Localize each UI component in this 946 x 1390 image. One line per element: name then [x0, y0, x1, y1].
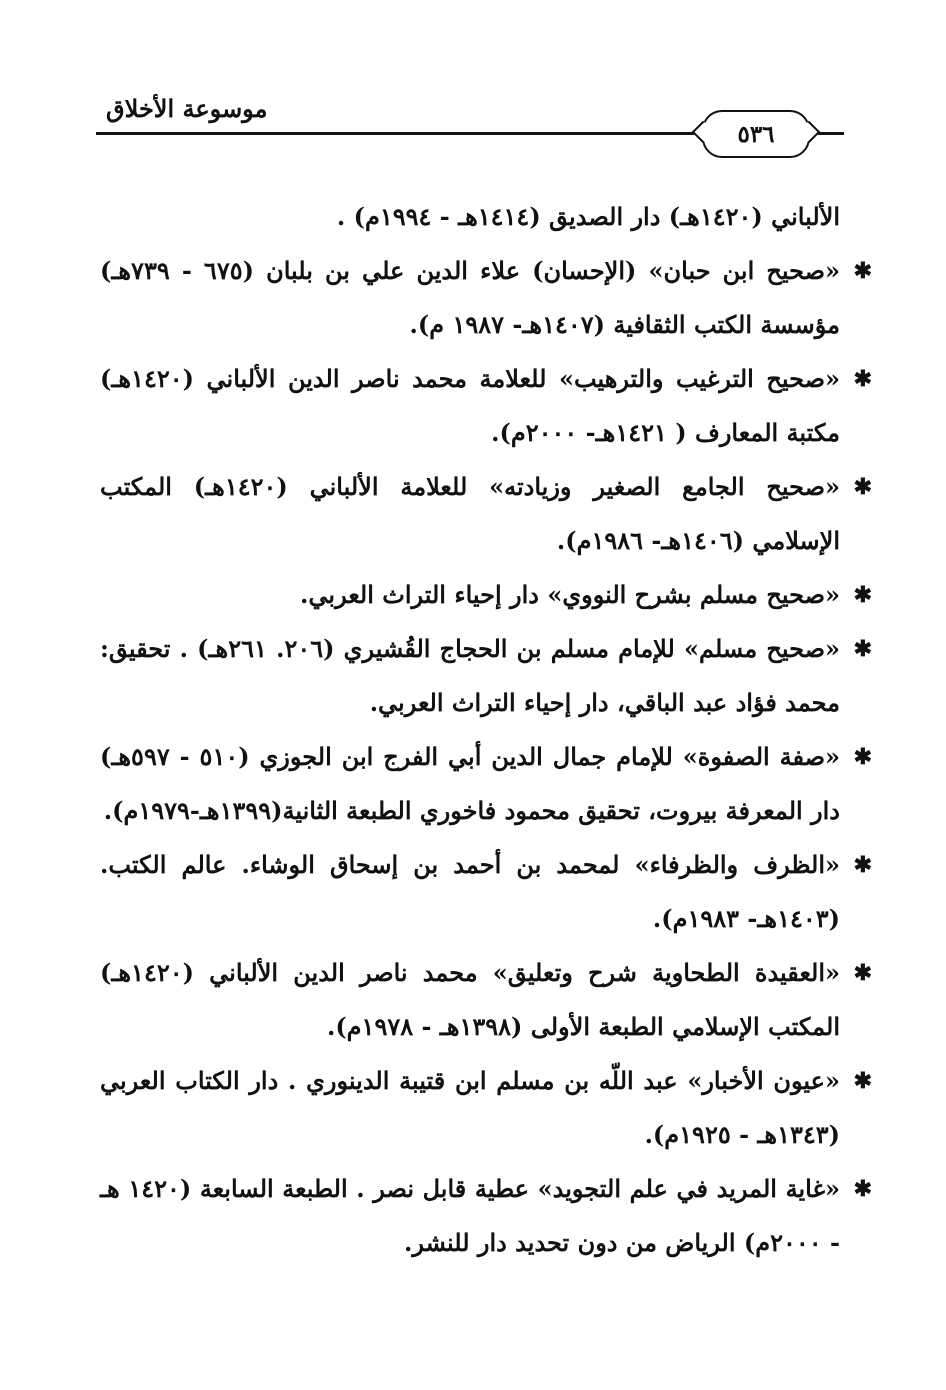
bibliography-entry-continuation	[100, 190, 870, 244]
star-bullet-icon: ✱	[853, 1068, 872, 1094]
bibliography-list	[100, 190, 870, 1270]
bibliography-entry	[100, 244, 870, 352]
bibliography-entry	[100, 1162, 870, 1270]
entry-text: «صفة الصفوة» للإمام جمال الدين أبي الفرج ابن الجوزي (٥١٠ - ٥٩٧هـ) دار المعرفة بيروت، تحقيق محمود فاخوري الطبعة الثانية(١٣٩٩هـ-١٩٧٩م).	[100, 742, 840, 825]
entry-text: «صحيح الترغيب والترهيب» للعلامة محمد ناصر الدين الألباني (١٤٢٠هـ) مكتبة المعارف ( ١٤٢١هـ- ٢٠٠٠م).	[100, 364, 840, 447]
entry-text: «صحيح مسلم بشرح النووي» دار إحياء التراث العربي.	[300, 580, 840, 609]
bibliography-entry	[100, 622, 870, 730]
star-bullet-icon: ✱	[853, 852, 872, 878]
entry-text: «الظرف والظرفاء» لمحمد بن أحمد بن إسحاق الوشاء. عالم الكتب. (١٤٠٣هـ- ١٩٨٣م).	[100, 850, 840, 933]
bibliography-entry	[100, 946, 870, 1054]
star-bullet-icon: ✱	[853, 474, 872, 500]
entry-text: «غاية المريد في علم التجويد» عطية قابل نصر . الطبعة السابعة (١٤٢٠ هـ - ٢٠٠٠م) الرياض من دون تحديد دار للنشر.	[100, 1174, 840, 1257]
entry-text: الألباني (١٤٢٠هـ) دار الصديق (١٤١٤هـ - ١٩٩٤م) .	[336, 202, 840, 231]
running-title: موسوعة الأخلاق	[100, 94, 273, 123]
entry-text: «عيون الأخبار» عبد اللّه بن مسلم ابن قتيبة الدينوري . دار الكتاب العربي (١٣٤٣هـ - ١٩٢٥م).	[100, 1066, 840, 1149]
entry-text: «العقيدة الطحاوية شرح وتعليق» محمد ناصر الدين الألباني (١٤٢٠هـ) المكتب الإسلامي الطبعة الأولى (١٣٩٨هـ - ١٩٧٨م).	[100, 958, 840, 1041]
entry-text: «صحيح ابن حبان» (الإحسان) علاء الدين علي بن بلبان (٦٧٥ - ٧٣٩هـ) مؤسسة الكتب الثقافية (١٤٠٧هـ- ١٩٨٧ م).	[100, 256, 840, 339]
entry-text: «صحيح مسلم» للإمام مسلم بن الحجاج القُشيري (٢٠٦. ٢٦١هـ) . تحقيق: محمد فؤاد عبد الباقي، دار إحياء التراث العربي.	[100, 634, 840, 717]
bibliography-entry	[100, 730, 870, 838]
star-bullet-icon: ✱	[853, 636, 872, 662]
bibliography-entry	[100, 460, 870, 568]
bibliography-entry	[100, 352, 870, 460]
star-bullet-icon: ✱	[853, 366, 872, 392]
star-bullet-icon: ✱	[853, 258, 872, 284]
bibliography-entry	[100, 838, 870, 946]
star-bullet-icon: ✱	[853, 582, 872, 608]
page-number: ٥٣٦	[702, 110, 810, 158]
star-bullet-icon: ✱	[853, 744, 872, 770]
page-header	[96, 88, 844, 148]
star-bullet-icon: ✱	[853, 1176, 872, 1202]
bibliography-entry	[100, 568, 870, 622]
entry-text: «صحيح الجامع الصغير وزيادته» للعلامة الألباني (١٤٢٠هـ) المكتب الإسلامي (١٤٠٦هـ- ١٩٨٦م).	[100, 472, 840, 555]
star-bullet-icon: ✱	[853, 960, 872, 986]
bibliography-entry	[100, 1054, 870, 1162]
